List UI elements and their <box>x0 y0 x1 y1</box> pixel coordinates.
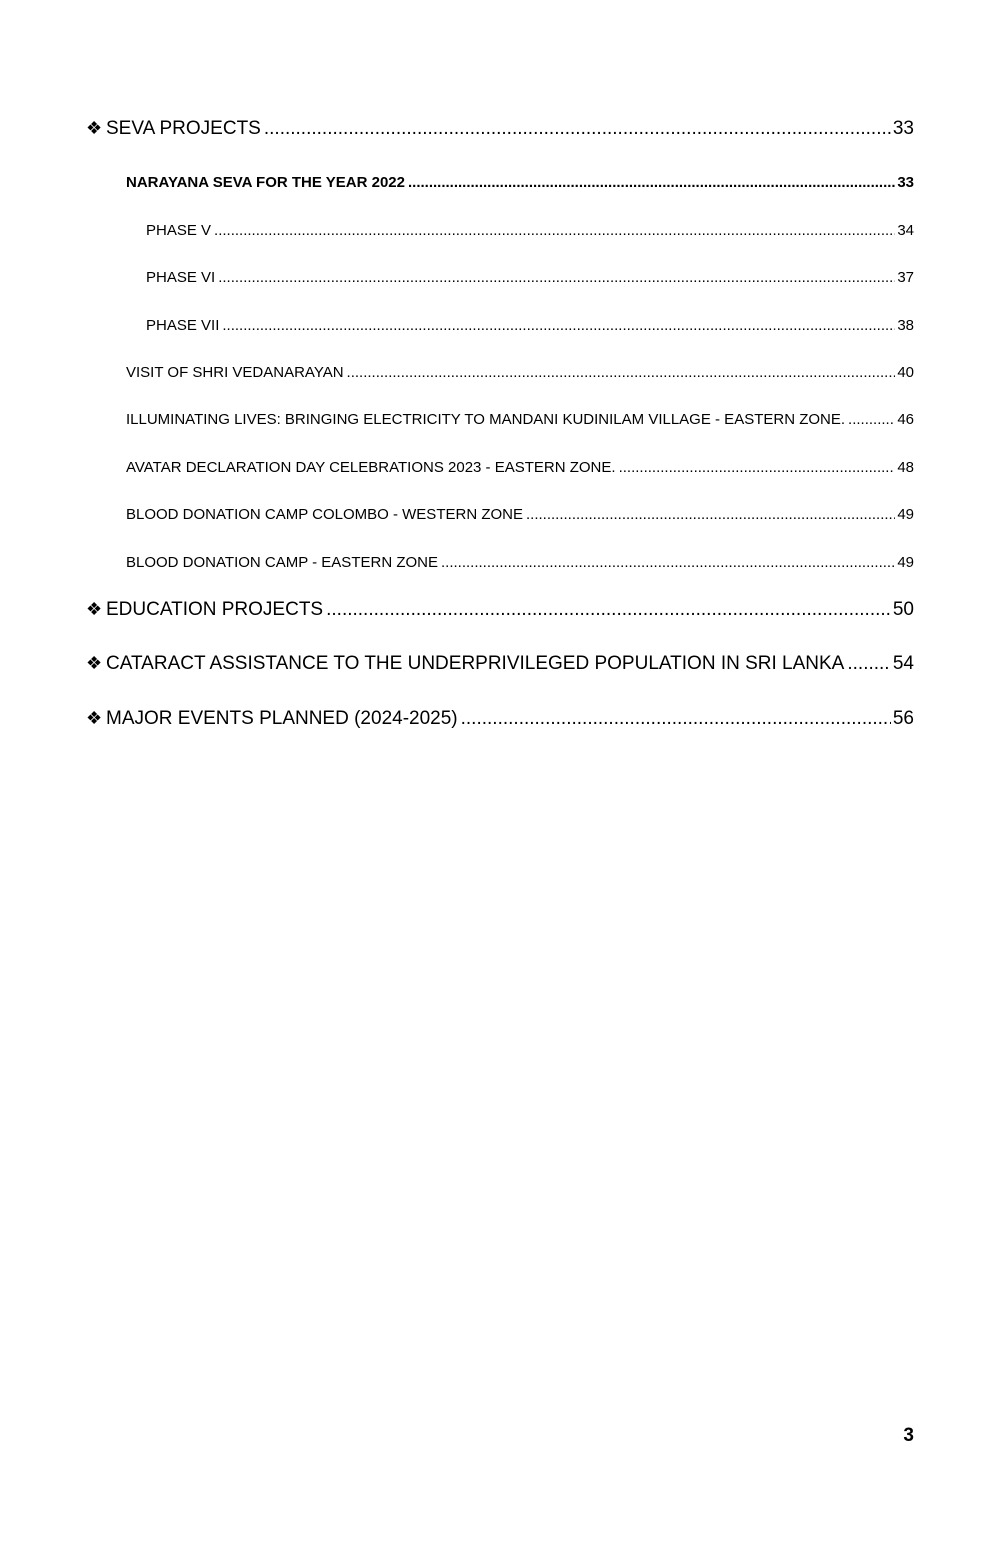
toc-entry-page: 54 <box>892 653 914 674</box>
toc-entry-narayana-seva[interactable] <box>126 174 914 191</box>
diamond-bullet-icon: ❖ <box>86 708 103 728</box>
toc-dot-leader <box>214 222 895 239</box>
toc-entry-title: PHASE VI <box>146 269 216 286</box>
toc-entry-title: AVATAR DECLARATION DAY CELEBRATIONS 2023 - EASTERN ZONE. <box>126 459 616 476</box>
toc-entry-title: PHASE VII <box>146 317 220 334</box>
toc-dot-leader <box>347 364 896 381</box>
toc-entry-major-events[interactable] <box>86 708 914 730</box>
toc-entry-title: BLOOD DONATION CAMP COLOMBO - WESTERN ZONE <box>126 506 523 523</box>
toc-entry-phase-vii[interactable] <box>146 317 914 334</box>
toc-entry-page: 37 <box>897 269 914 286</box>
toc-entry-blood-donation-eastern[interactable] <box>126 554 914 571</box>
toc-dot-leader <box>264 118 891 140</box>
diamond-bullet-icon: ❖ <box>86 599 103 619</box>
toc-entry-page: 40 <box>897 364 914 381</box>
toc-entry-title: SEVA PROJECTS <box>106 118 261 139</box>
toc-dot-leader <box>526 506 895 523</box>
page-number: 3 <box>903 1425 914 1446</box>
toc-dot-leader <box>408 174 895 191</box>
diamond-bullet-icon: ❖ <box>86 118 103 138</box>
toc-entry-title: CATARACT ASSISTANCE TO THE UNDERPRIVILEGED POPULATION IN SRI LANKA <box>106 653 845 674</box>
toc-entry-page: 33 <box>892 118 914 139</box>
toc-dot-leader <box>619 459 896 476</box>
toc-entry-phase-v[interactable] <box>146 222 914 239</box>
toc-dot-leader <box>441 554 895 571</box>
toc-entry-page: 49 <box>897 554 914 571</box>
toc-entry-page: 48 <box>897 459 914 476</box>
toc-entry-title: PHASE V <box>146 222 212 239</box>
toc-dot-leader <box>218 269 895 286</box>
toc-dot-leader <box>847 653 891 675</box>
toc-entry-page: 38 <box>897 317 914 334</box>
toc-entry-illuminating-lives[interactable] <box>126 411 914 428</box>
toc-entry-page: 46 <box>897 411 914 428</box>
toc-entry-page: 56 <box>892 708 914 729</box>
toc-entry-title: VISIT OF SHRI VEDANARAYAN <box>126 364 344 381</box>
toc-dot-leader <box>461 708 891 730</box>
toc-entry-avatar-declaration[interactable] <box>126 459 914 476</box>
toc-dot-leader <box>222 317 895 334</box>
toc-entry-page: 33 <box>897 174 914 191</box>
toc-dot-leader <box>326 599 891 621</box>
toc-entry-phase-vi[interactable] <box>146 269 914 286</box>
toc-entry-blood-donation-colombo[interactable] <box>126 506 914 523</box>
toc-entry-education-projects[interactable] <box>86 599 914 621</box>
toc-entry-title: ILLUMINATING LIVES: BRINGING ELECTRICITY TO MANDANI KUDINILAM VILLAGE - EASTERN ZONE. <box>126 411 846 428</box>
diamond-bullet-icon: ❖ <box>86 653 103 673</box>
toc-entry-page: 49 <box>897 506 914 523</box>
toc-entry-title: MAJOR EVENTS PLANNED (2024-2025) <box>106 708 458 729</box>
toc-entry-cataract-assistance[interactable] <box>86 653 914 675</box>
toc-entry-title: NARAYANA SEVA FOR THE YEAR 2022 <box>126 174 405 191</box>
toc-entry-page: 34 <box>897 222 914 239</box>
toc-entry-page: 50 <box>892 599 914 620</box>
toc-entry-title: BLOOD DONATION CAMP - EASTERN ZONE <box>126 554 438 571</box>
toc-entry-title: EDUCATION PROJECTS <box>106 599 324 620</box>
toc-entry-visit-vedanarayan[interactable] <box>126 364 914 381</box>
toc-dot-leader <box>848 411 895 428</box>
toc-entry-seva-projects[interactable] <box>86 118 914 140</box>
